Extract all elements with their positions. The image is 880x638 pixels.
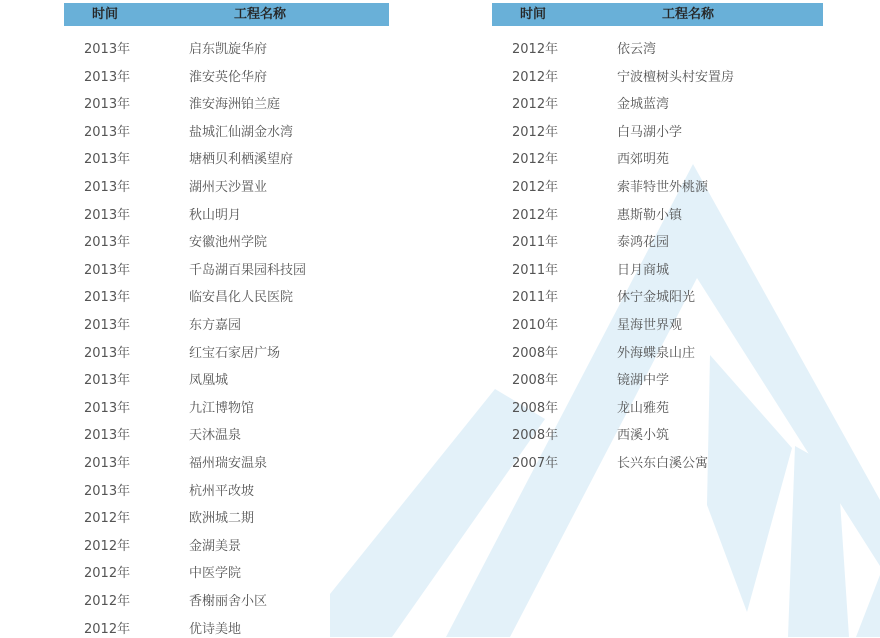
row-year: 2013年 (84, 97, 131, 113)
row-year: 2012年 (512, 42, 559, 57)
row-year: 2012年 (512, 69, 559, 85)
table-row (492, 373, 823, 389)
table-row (64, 263, 389, 279)
table-row (64, 318, 389, 334)
table-row (492, 263, 823, 279)
row-project-name: 九江博物馆 (189, 400, 255, 416)
column-header-project-name: 工程名称 (234, 7, 287, 22)
row-project-name: 优诗美地 (189, 621, 242, 637)
row-project-name: 杭州平改坡 (189, 483, 255, 499)
column-header-time: 时间 (92, 7, 119, 22)
row-project-name: 塘栖贝利栖溪望府 (189, 152, 294, 168)
row-year: 2013年 (84, 69, 131, 85)
row-year: 2013年 (84, 235, 131, 251)
row-project-name: 天沐温泉 (189, 428, 242, 444)
table-row (64, 180, 389, 196)
row-year: 2013年 (84, 483, 131, 499)
row-project-name: 临安昌化人民医院 (189, 290, 294, 306)
row-year: 2012年 (512, 180, 559, 195)
table-row (64, 125, 389, 141)
projects-table-right (492, 0, 823, 637)
row-project-name: 长兴东白溪公寓 (617, 456, 709, 471)
row-year: 2013年 (84, 400, 131, 416)
row-year: 2012年 (512, 124, 559, 140)
row-project-name: 盐城汇仙湖金水湾 (189, 124, 294, 140)
row-year: 2010年 (512, 318, 559, 333)
row-project-name: 启东凯旋华府 (189, 42, 268, 57)
row-year: 2008年 (512, 345, 559, 361)
row-project-name: 宁波檀树头村安置房 (617, 69, 735, 85)
row-year: 2011年 (512, 290, 559, 306)
table-row (492, 208, 823, 224)
row-year: 2012年 (84, 594, 131, 609)
table-row (492, 97, 823, 113)
row-project-name: 休宁金城阳光 (617, 290, 696, 306)
column-header-time: 时间 (520, 7, 547, 22)
row-year: 2013年 (84, 428, 131, 444)
row-year: 2013年 (84, 262, 131, 278)
table-row (492, 42, 823, 58)
table-row (64, 346, 389, 362)
row-project-name: 凤凰城 (189, 373, 229, 389)
row-project-name: 白马湖小学 (617, 124, 683, 140)
row-year: 2011年 (512, 262, 559, 278)
row-project-name: 龙山雅苑 (617, 400, 670, 416)
row-year: 2007年 (512, 456, 559, 471)
row-year: 2012年 (512, 152, 559, 168)
row-year: 2013年 (84, 152, 131, 168)
row-year: 2013年 (84, 42, 131, 57)
table-row (64, 97, 389, 113)
table-row (64, 42, 389, 58)
table-row (64, 208, 389, 224)
row-project-name: 淮安海洲铂兰庭 (189, 97, 281, 113)
watermark-right-corner (856, 575, 880, 637)
row-year: 2008年 (512, 373, 559, 389)
row-year: 2012年 (84, 511, 131, 527)
table-row (492, 428, 823, 444)
row-project-name: 金湖美景 (189, 538, 242, 554)
row-project-name: 湖州天沙置业 (189, 180, 268, 195)
table-row (64, 594, 389, 610)
table-row (492, 346, 823, 362)
row-year: 2013年 (84, 456, 131, 471)
table-body (492, 0, 823, 637)
row-project-name: 泰鸿花园 (617, 235, 670, 251)
table-row (64, 566, 389, 582)
table-row (492, 290, 823, 306)
table-row (64, 484, 389, 500)
row-year: 2013年 (84, 180, 131, 195)
table-row (64, 539, 389, 555)
table-row (64, 70, 389, 86)
column-header-project-name: 工程名称 (662, 7, 715, 22)
table-row (64, 511, 389, 527)
row-project-name: 香榭丽舍小区 (189, 594, 268, 609)
row-year: 2013年 (84, 290, 131, 306)
row-year: 2008年 (512, 428, 559, 444)
row-year: 2012年 (84, 538, 131, 554)
row-project-name: 镜湖中学 (617, 373, 670, 389)
row-project-name: 惠斯勒小镇 (617, 207, 683, 223)
table-row (492, 70, 823, 86)
row-project-name: 星海世界观 (617, 318, 683, 333)
row-year: 2013年 (84, 345, 131, 361)
row-project-name: 欧洲城二期 (189, 511, 255, 527)
row-project-name: 福州瑞安温泉 (189, 456, 268, 471)
table-row (492, 318, 823, 334)
table-row (492, 401, 823, 417)
table-row (64, 622, 389, 638)
row-project-name: 索菲特世外桃源 (617, 180, 709, 195)
table-row (492, 152, 823, 168)
row-year: 2013年 (84, 124, 131, 140)
row-project-name: 东方嘉园 (189, 318, 242, 333)
table-row (492, 180, 823, 196)
table-body (64, 0, 389, 637)
row-project-name: 红宝石家居广场 (189, 345, 281, 361)
table-row (64, 428, 389, 444)
row-project-name: 日月商城 (617, 262, 670, 278)
projects-table-left (64, 0, 389, 637)
row-year: 2008年 (512, 400, 559, 416)
row-project-name: 安徽池州学院 (189, 235, 268, 251)
row-year: 2012年 (84, 621, 131, 637)
row-year: 2012年 (512, 97, 559, 113)
row-year: 2011年 (512, 235, 559, 251)
row-project-name: 千岛湖百果园科技园 (189, 262, 307, 278)
row-project-name: 西溪小筑 (617, 428, 670, 444)
row-project-name: 西郊明苑 (617, 152, 670, 168)
table-row (64, 401, 389, 417)
table-row (64, 235, 389, 251)
row-year: 2012年 (512, 207, 559, 223)
row-project-name: 外海蝶泉山庄 (617, 345, 696, 361)
table-row (64, 290, 389, 306)
table-row (64, 373, 389, 389)
table-row (492, 235, 823, 251)
row-year: 2013年 (84, 373, 131, 389)
row-project-name: 金城蓝湾 (617, 97, 670, 113)
row-year: 2013年 (84, 318, 131, 333)
table-row (492, 456, 823, 472)
row-year: 2013年 (84, 207, 131, 223)
table-row (64, 152, 389, 168)
table-row (492, 125, 823, 141)
table-row (64, 456, 389, 472)
row-project-name: 依云湾 (617, 42, 657, 57)
row-project-name: 秋山明月 (189, 207, 242, 223)
row-project-name: 淮安英伦华府 (189, 69, 268, 85)
row-project-name: 中医学院 (189, 566, 242, 582)
row-year: 2012年 (84, 566, 131, 582)
